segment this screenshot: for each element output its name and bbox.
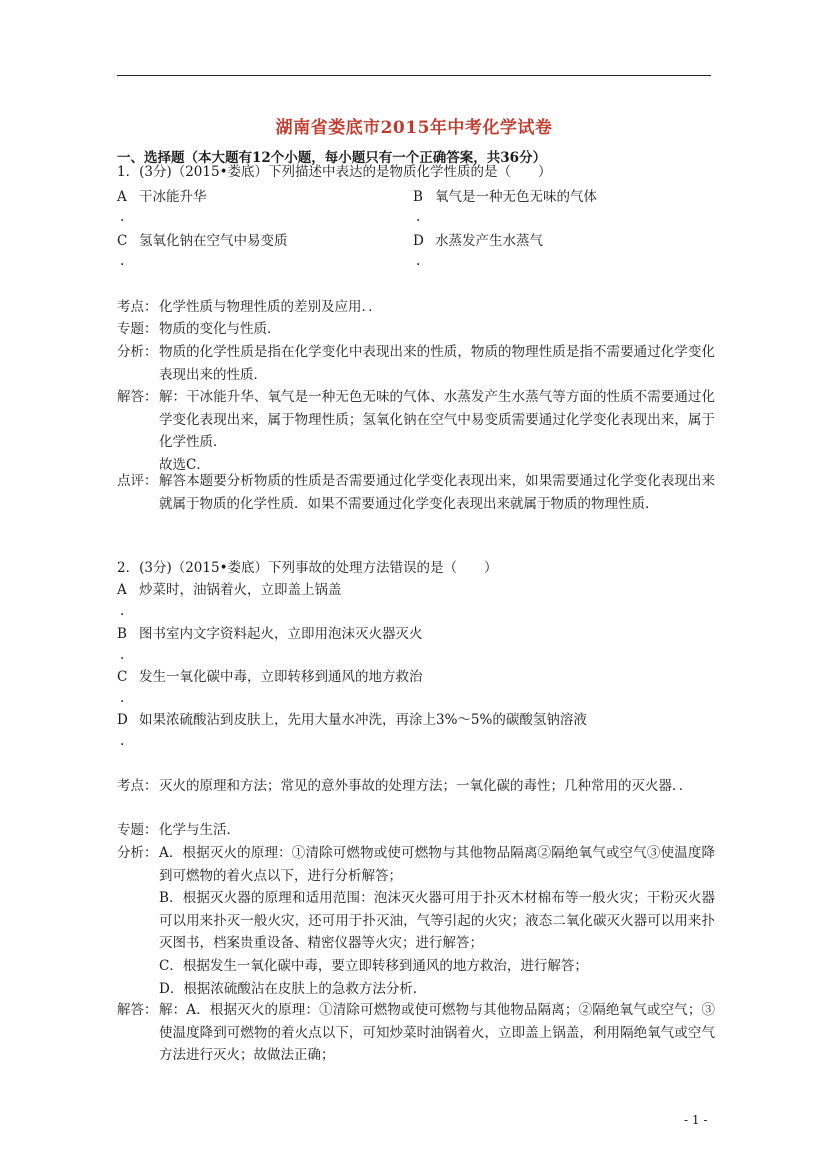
q2-dot: .	[120, 690, 125, 706]
q1-dot: .	[120, 209, 125, 225]
q1-kaodian-label: 考点：	[117, 299, 158, 315]
q1-option-c: C 氢氧化钠在空气中易变质	[117, 233, 288, 249]
q1-dot: .	[416, 253, 421, 269]
q1-jieda-body: 解：干冰能升华、氧气是一种无色无味的气体、水蒸发产生水蒸气等方面的性质不需要通过化学变化表现出来，属于物理性质；氢氧化钠在空气中易变质需要通过化学变化表现出来，属于化学性质．	[159, 389, 715, 451]
q1-dot: .	[416, 209, 421, 225]
q1-dianping: 解答本题要分析物质的性质是否需要通过化学变化表现出来，如果需要通过化学变化表现出来就属于物质的化学性质．如果不需要通过化学变化表现出来就属于物质的物理性质．	[159, 473, 715, 512]
q1-fenxi: 物质的化学性质是指在化学变化中表现出来的性质，物质的物理性质是指不需要通过化学变化表现出来的性质．	[159, 344, 715, 383]
q1-jieda-label: 解答：	[117, 389, 158, 405]
q1-option-d: D 水蒸发产生水蒸气	[413, 233, 543, 249]
page-title: 湖南省娄底市2015年中考化学试卷	[275, 118, 553, 138]
q2-fenxi-a: A．根据灭火的原理：①清除可燃物或使可燃物与其他物品隔离②隔绝氧气或空气③使温度降到可燃物的着火点以下，进行分析解答；	[159, 845, 715, 884]
q1-option-a: A 干冰能升华	[117, 189, 207, 205]
q2-kaodian: 灭火的原理和方法；常见的意外事故的处理方法；一氧化碳的毒性；几种常用的灭火器．．	[159, 778, 693, 794]
q2-dot: .	[120, 647, 125, 663]
question-1-stem: 1．(3分)（2015•娄底）下列描述中表达的是物质化学性质的是（ ）	[117, 164, 552, 180]
q2-option-d: D 如果浓硫酸沾到皮肤上，先用大量水冲洗，再涂上3%～5%的碳酸氢钠溶液	[117, 712, 587, 728]
section-heading: 一、选择题（本大题有12个小题，每小题只有一个正确答案，共36分）	[117, 150, 547, 166]
header-rule	[117, 75, 711, 76]
q1-dot: .	[120, 253, 125, 269]
q1-dianping-label: 点评：	[117, 473, 158, 489]
q1-fenxi-label: 分析：	[117, 344, 158, 360]
question-2-stem: 2．(3分)（2015•娄底）下列事故的处理方法错误的是（ ）	[117, 560, 498, 576]
q2-fenxi-b: B．根据灭火器的原理和适用范围：泡沫灭火器可用于扑灭木材棉布等一般火灾；干粉灭火器可以用来扑灭一般火灾，还可用于扑灭油，气等引起的火灾；液态二氧化碳灭火器可以用来扑灭图书，档案贵重设备、精密仪器等火灾；进行解答；	[159, 890, 715, 952]
q2-option-a: A 炒菜时，油锅着火，立即盖上锅盖	[117, 582, 342, 598]
q1-option-b: B 氧气是一种无色无味的气体	[413, 189, 597, 205]
q2-fenxi-c: C．根据发生一氧化碳中毒，要立即转移到通风的地方救治，进行解答；	[159, 957, 588, 974]
q2-jieda-label: 解答：	[117, 1002, 158, 1018]
q1-zhuanti: 物质的变化与性质．	[159, 321, 281, 337]
q1-jieda	[159, 386, 715, 476]
q1-jieda-answer: 故选C．	[159, 456, 210, 473]
q2-zhuanti-label: 专题：	[117, 822, 158, 838]
q2-option-c: C 发生一氧化碳中毒，立即转移到通风的地方救治	[117, 669, 423, 685]
q1-zhuanti-label: 专题：	[117, 321, 158, 337]
q2-fenxi	[159, 842, 715, 1000]
q2-dot: .	[120, 733, 125, 749]
q2-kaodian-label: 考点：	[117, 778, 158, 794]
q2-zhuanti: 化学与生活．	[159, 822, 240, 838]
q2-dot: .	[120, 603, 125, 619]
q2-jieda: 解：A．根据灭火的原理：①清除可燃物或使可燃物与其他物品隔离；②隔绝氧气或空气；③使温度降到可燃物的着火点以下，可知炒菜时油锅着火，立即盖上锅盖，利用隔绝氧气或空气方法进行灭火；故做法正确；	[159, 1002, 715, 1064]
q1-kaodian: 化学性质与物理性质的差别及应用．．	[159, 299, 382, 315]
q2-option-b: B 图书室内文字资料起火，立即用泡沫灭火器灭火	[117, 626, 423, 642]
page-number: - 1 -	[684, 1113, 708, 1127]
q2-fenxi-label: 分析：	[117, 845, 158, 861]
q2-fenxi-d: D．根据浓硫酸沾在皮肤上的急救方法分析．	[159, 980, 427, 997]
